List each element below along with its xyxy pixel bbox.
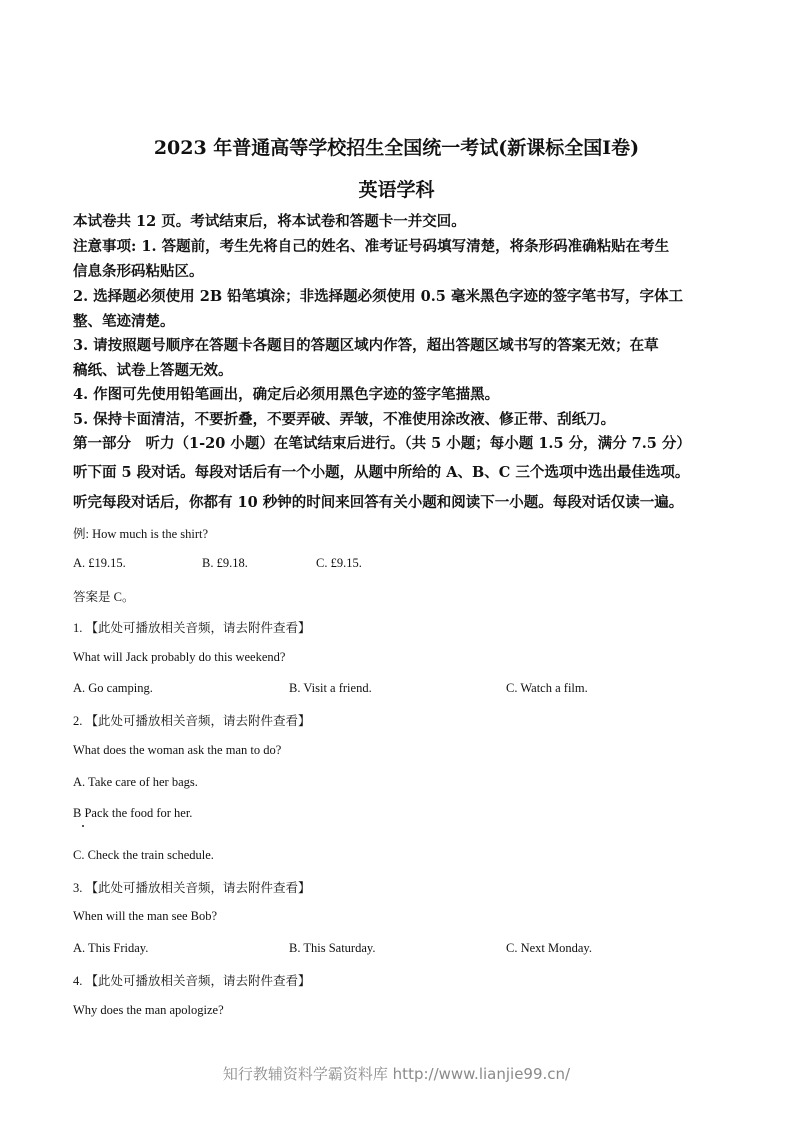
stray-dot <box>82 825 84 827</box>
q2-option-a: A. Take care of her bags. <box>73 775 198 789</box>
example-question: 例: How much is the shirt? <box>73 527 209 541</box>
q4-stem: Why does the man apologize? <box>73 1003 224 1017</box>
exam-title: 2023 年普通高等学校招生全国统一考试(新课标全国Ⅰ卷) <box>153 137 640 159</box>
notice-item-3b: 稿纸、试卷上答题无效。 <box>73 362 233 379</box>
q4-audio-link[interactable]: 4. 【此处可播放相关音频，请去附件查看】 <box>73 974 311 988</box>
notice-line-b: 信息条形码粘贴区。 <box>73 263 204 280</box>
notice-line-a: 注意事项: 1. 答题前，考生先将自己的姓名、准考证号码填写清楚，将条形码准确粘贴在考生 <box>73 238 670 255</box>
notice-item-5: 5. 保持卡面清洁，不要折叠，不要弄破、弄皱，不准使用涂改液、修正带、刮纸刀。 <box>73 411 616 428</box>
notice-item-4: 4. 作图可先使用铅笔画出，确定后必须用黑色字迹的签字笔描黑。 <box>73 386 500 403</box>
q3-option-a: A. This Friday. <box>73 941 149 955</box>
notice-item-2a: 2. 选择题必须使用 2B 铅笔填涂；非选择题必须使用 0.5 毫米黑色字迹的签字笔书写，字体工 <box>73 288 683 305</box>
section-1-direction-a: 听下面 5 段对话。每段对话后有一个小题，从题中所给的 A、B、C 三个选项中选出最佳选项。 <box>73 464 690 481</box>
q1-audio-link[interactable]: 1. 【此处可播放相关音频，请去附件查看】 <box>73 621 311 635</box>
q3-stem: When will the man see Bob? <box>73 909 218 923</box>
footer-watermark: 知行教辅资料学霸资料库 http://www.lianjie99.cn/ <box>222 1065 571 1083</box>
q2-option-b: B Pack the food for her. <box>73 806 193 820</box>
instruction-line-1: 本试卷共 12 页。考试结束后，将本试卷和答题卡一并交回。 <box>73 213 466 230</box>
q2-stem: What does the woman ask the man to do? <box>73 743 282 757</box>
q3-option-b: B. This Saturday. <box>289 941 376 955</box>
subject-title: 英语学科 <box>358 179 435 201</box>
q1-stem: What will Jack probably do this weekend? <box>73 650 286 664</box>
q2-option-c: C. Check the train schedule. <box>73 848 214 862</box>
q1-option-a: A. Go camping. <box>73 681 153 695</box>
q1-option-c: C. Watch a film. <box>506 681 588 695</box>
example-answer: 答案是 C。 <box>73 590 135 604</box>
q1-option-b: B. Visit a friend. <box>289 681 372 695</box>
example-option-a: A. £19.15. <box>73 556 126 570</box>
section-1-direction-b: 听完每段对话后，你都有 10 秒钟的时间来回答有关小题和阅读下一小题。每段对话仅读一遍。 <box>73 494 684 511</box>
example-option-c: C. £9.15. <box>316 556 362 570</box>
q3-option-c: C. Next Monday. <box>506 941 592 955</box>
notice-item-3a: 3. 请按照题号顺序在答题卡各题目的答题区域内作答，超出答题区域书写的答案无效；在草 <box>73 337 659 354</box>
section-1-heading: 第一部分 听力（1-20 小题）在笔试结束后进行。（共 5 小题；每小题 1.5 分，满分 7.5 分） <box>73 435 691 452</box>
example-option-b: B. £9.18. <box>202 556 248 570</box>
q3-audio-link[interactable]: 3. 【此处可播放相关音频，请去附件查看】 <box>73 881 311 895</box>
q2-audio-link[interactable]: 2. 【此处可播放相关音频，请去附件查看】 <box>73 714 311 728</box>
notice-item-2b: 整、笔迹清楚。 <box>73 313 175 330</box>
